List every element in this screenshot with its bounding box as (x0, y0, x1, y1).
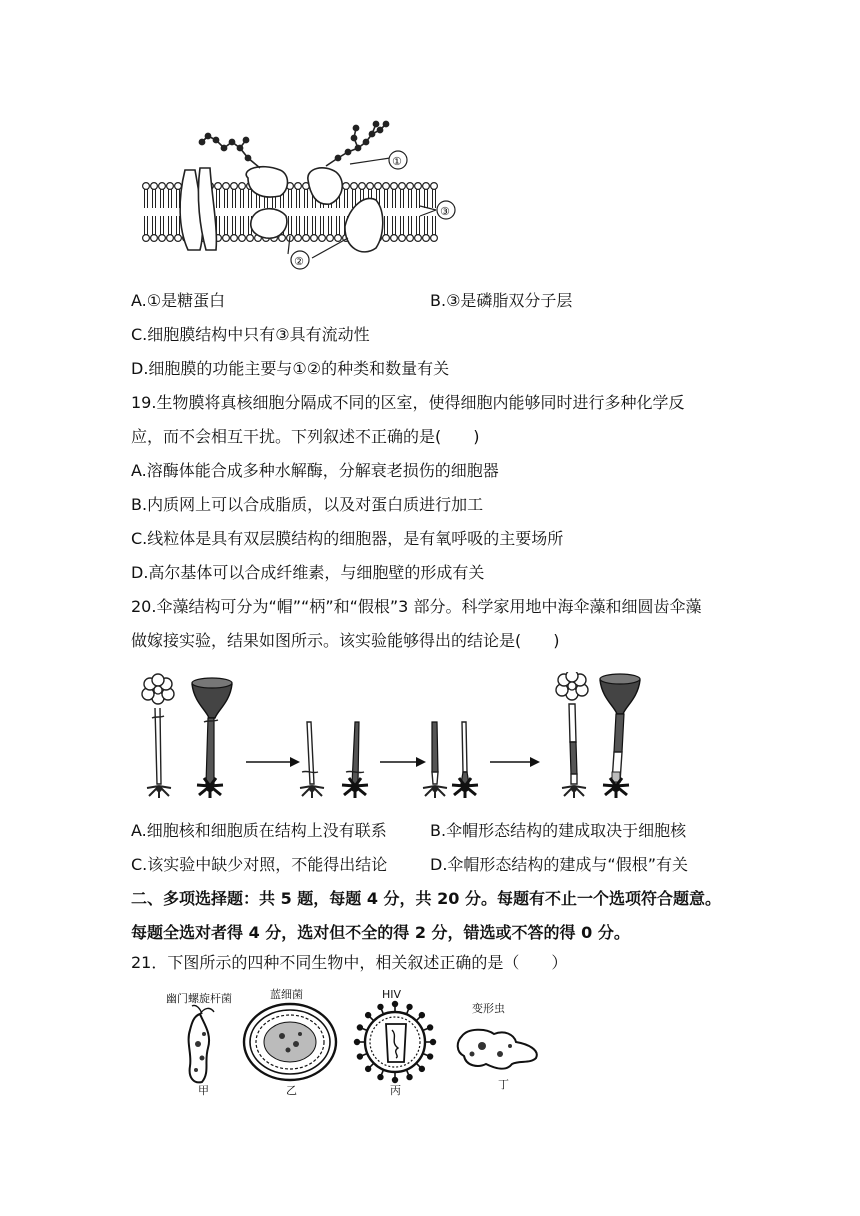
organism-name-ding: 变形虫 (472, 1002, 505, 1015)
cyanobacteria-icon (244, 1004, 336, 1080)
label-2: ② (294, 255, 304, 268)
q19-option-c[interactable]: C.线粒体是具有双层膜结构的细胞器，是有氧呼吸的主要场所 (131, 529, 564, 548)
q18-option-b[interactable]: B.③是磷脂双分子层 (430, 291, 573, 310)
q20-stem-line1: 20.伞藻结构可分为“帽”“柄”和“假根”3 部分。科学家用地中海伞藻和细圆齿伞藻 (131, 597, 702, 616)
q20-option-a[interactable]: A.细胞核和细胞质在结构上没有联系 (131, 821, 387, 840)
stalk-crenulata (342, 722, 368, 798)
graft-a (423, 722, 447, 798)
alga-crenulata (192, 678, 232, 798)
organism-name-jia: 幽门螺旋杆菌 (166, 992, 232, 1005)
organism-tag-bing: 丙 (390, 1084, 401, 1096)
q19-option-a[interactable]: A.溶酶体能合成多种水解酶，分解衰老损伤的细胞器 (131, 461, 499, 480)
q20-option-b[interactable]: B.伞帽形态结构的建成取决于细胞核 (430, 821, 687, 840)
label-1: ① (392, 155, 402, 168)
membrane-protein (308, 168, 342, 204)
q20-option-d[interactable]: D.伞帽形态结构的建成与“假根”有关 (430, 855, 688, 874)
acetabularia-graft-figure (130, 672, 650, 806)
q18-option-c[interactable]: C.细胞膜结构中只有③具有流动性 (131, 325, 370, 344)
q20-stem-line2: 做嫁接实验，结果如图所示。该实验能够得出的结论是( ) (131, 631, 560, 650)
regenerated-b (600, 674, 640, 798)
membrane-figure (140, 118, 480, 278)
organisms-figure (160, 984, 540, 1096)
arrow-1 (246, 757, 300, 767)
label-3: ③ (440, 205, 450, 218)
alga-mediterranea (142, 674, 174, 798)
glycan-chain (199, 133, 260, 168)
organism-tag-yi: 乙 (286, 1084, 297, 1096)
arrow-3 (490, 757, 540, 767)
organism-tag-jia: 甲 (198, 1084, 209, 1096)
q19-option-b[interactable]: B.内质网上可以合成脂质，以及对蛋白质进行加工 (131, 495, 484, 514)
q19-stem-line2: 应，而不会相互干扰。下列叙述不正确的是( ) (131, 427, 480, 446)
regenerated-a (556, 672, 588, 798)
membrane-protein (246, 167, 287, 197)
hiv-virus-icon (355, 1002, 436, 1083)
membrane-protein (345, 198, 383, 251)
helicobacter-icon (189, 1005, 214, 1082)
graft-b (452, 722, 478, 798)
membrane-protein (251, 209, 287, 238)
q19-option-d[interactable]: D.高尔基体可以合成纤维素，与细胞壁的形成有关 (131, 563, 485, 582)
section2-heading-line2: 每题全选对者得 4 分，选对但不全的得 2 分，错选或不答的得 0 分。 (131, 923, 630, 942)
stalk-mediterranea (300, 722, 324, 798)
q20-option-c[interactable]: C.该实验中缺少对照，不能得出结论 (131, 855, 388, 874)
section2-heading-line1: 二、多项选择题：共 5 题，每题 4 分，共 20 分。每题有不止一个选项符合题意。 (131, 889, 721, 908)
q18-option-d[interactable]: D.细胞膜的功能主要与①②的种类和数量有关 (131, 359, 450, 378)
q18-option-a[interactable]: A.①是糖蛋白 (131, 291, 226, 310)
amoeba-icon (458, 1030, 537, 1069)
organism-tag-ding: 丁 (498, 1078, 509, 1091)
organism-name-bing: HIV (382, 988, 402, 1001)
q21-stem: 21．下图所示的四种不同生物中，相关叙述正确的是（ ） (131, 953, 568, 972)
arrow-2 (380, 757, 426, 767)
q19-stem-line1: 19.生物膜将真核细胞分隔成不同的区室，使得细胞内能够同时进行多种化学反 (131, 393, 685, 412)
organism-name-yi: 蓝细菌 (270, 988, 303, 1001)
